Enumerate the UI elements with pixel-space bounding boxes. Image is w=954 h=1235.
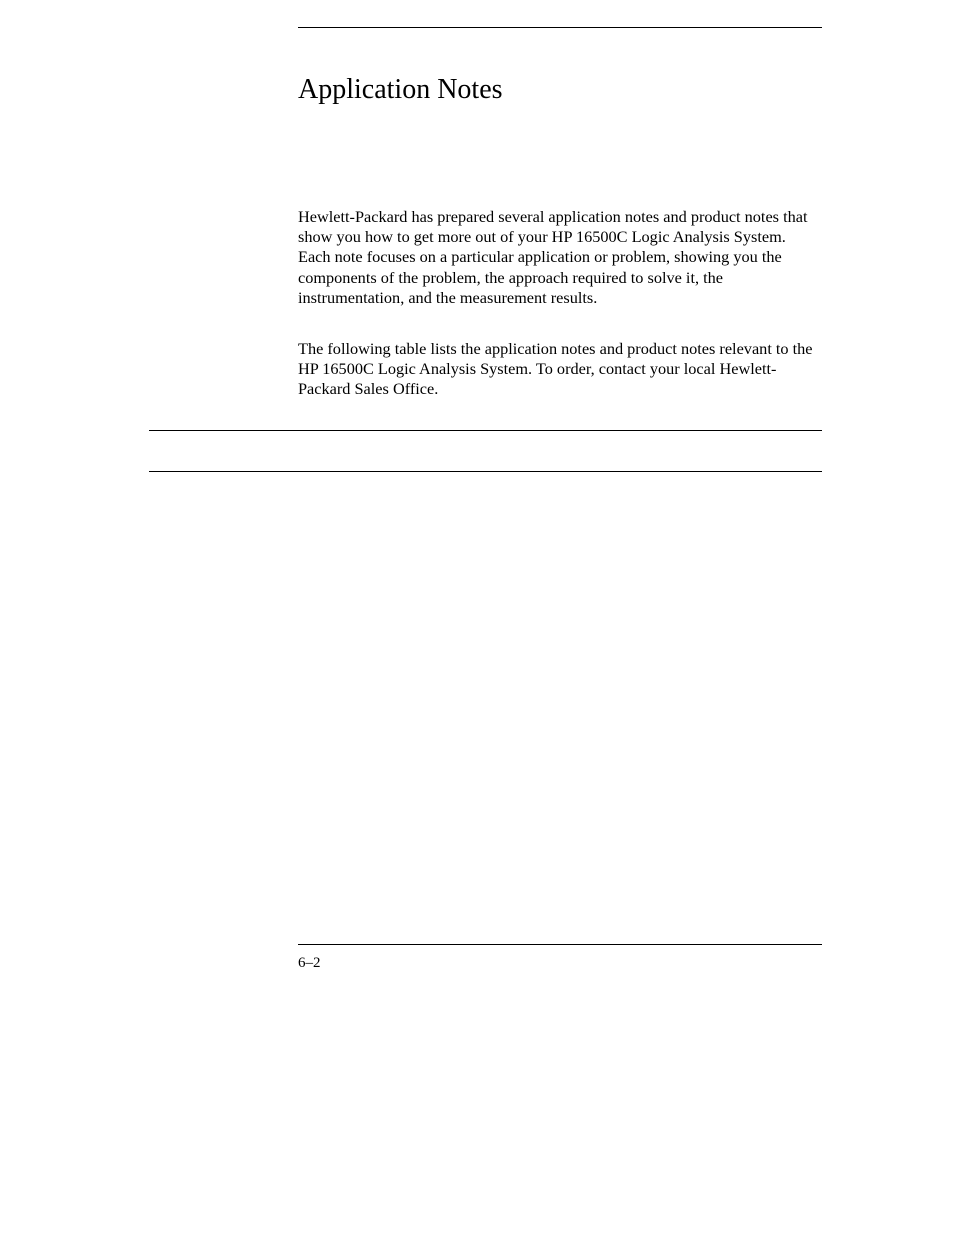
top-rule (298, 27, 822, 28)
table-top-rule (149, 430, 822, 431)
page-title: Application Notes (298, 74, 503, 105)
page-number: 6–2 (298, 955, 321, 971)
intro-paragraph: Hewlett-Packard has prepared several application notes and product notes that show you how to get more out of your HP 16500C Logic Analysis System. Each note focuses on a particular application or problem, showing you the components of the problem, the approach required to solve it, the instrumentation, and the measurement results. (298, 207, 808, 307)
table-header-rule (149, 471, 822, 472)
table-intro-paragraph: The following table lists the application notes and product notes relevant to the HP 16500C Logic Analysis System. To order, contact your local Hewlett-Packard Sales Office. (298, 339, 813, 399)
footer-rule (298, 944, 822, 945)
